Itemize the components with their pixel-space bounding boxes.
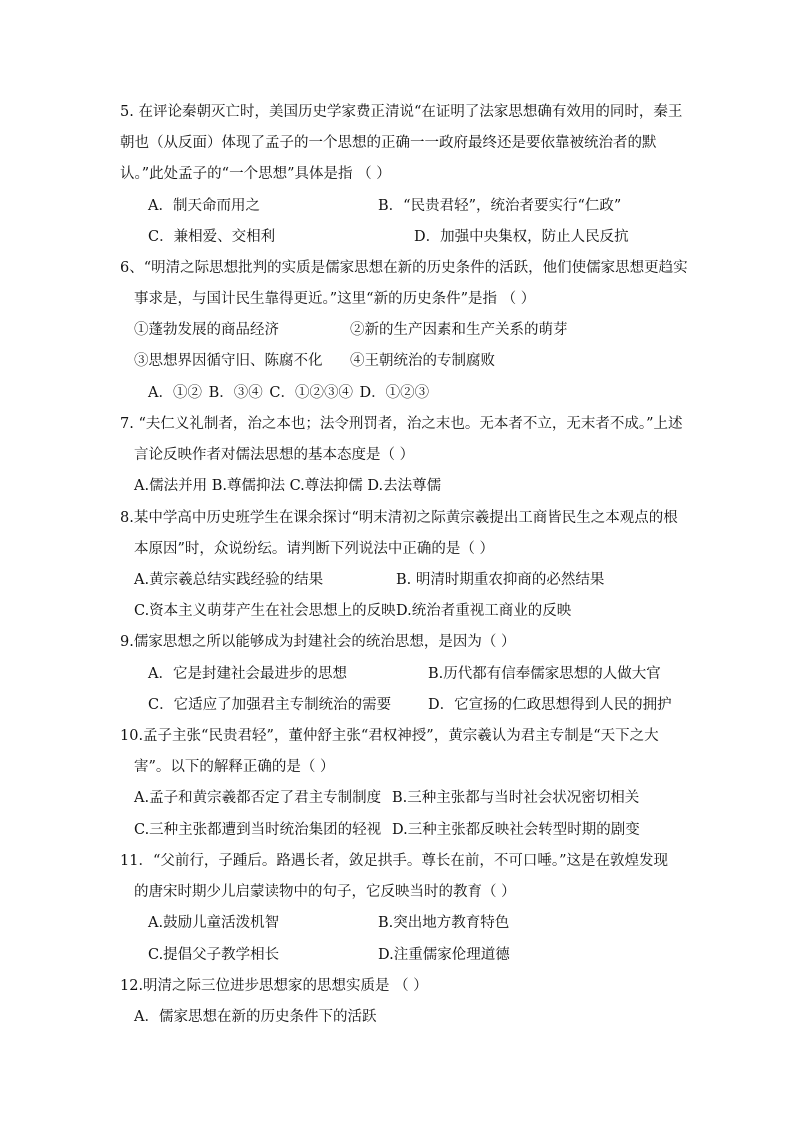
q9-option-d: D．它宣扬的仁政思想得到人民的拥护 [428, 697, 672, 713]
q6-stem-line1: 6、“明清之际思想批判的实质是儒家思想在新的历史条件的活跃，他们使儒家思想更趋实 [120, 260, 688, 276]
q6-item-2: ②新的生产因素和生产关系的萌芽 [350, 322, 568, 338]
q5-option-d: D．加强中央集权，防止人民反抗 [414, 229, 629, 245]
q10-option-d: D.三种主张都反映社会转型时期的剧变 [392, 822, 640, 838]
q10-option-a: A.孟子和黄宗羲都否定了君主专制制度 [134, 790, 382, 806]
q6-item-4: ④王朝统治的专制腐败 [350, 353, 495, 369]
q11-stem-line2: 的唐宋时期少儿启蒙读物中的句子，它反映当时的教育（ ） [134, 884, 516, 900]
q8-option-b: B. 明清时期重农抑商的必然结果 [396, 572, 605, 588]
q10-stem-line1: 10.孟子主张“民贵君轻”，董仲舒主张“君权神授”，黄宗羲认为君主专制是“天下之大 [120, 728, 659, 744]
q9-option-a: A．它是封建社会最进步的思想 [148, 666, 347, 682]
q5-stem-line1: 5. 在评论秦朝灭亡时，美国历史学家费正清说“在证明了法家思想确有效用的同时，秦王 [120, 104, 683, 120]
q6-options: A．①② B．③④ C．①②③④ D．①②③ [148, 385, 430, 401]
q9-option-c: C．它适应了加强君主专制统治的需要 [148, 697, 392, 713]
q8-stem-line1: 8.某中学高中历史班学生在课余探讨“明末清初之际黄宗羲提出工商皆民生之本观点的根 [120, 510, 678, 526]
q6-item-1: ①蓬勃发展的商品经济 [134, 322, 279, 338]
q8-option-a: A.黄宗羲总结实践经验的结果 [134, 572, 324, 588]
q5-option-c: C．兼相爱、交相利 [148, 229, 276, 245]
q11-option-d: D.注重儒家伦理道德 [378, 947, 510, 963]
q8-stem-line2: 本原因”时，众说纷纭。请判断下列说法中正确的是（ ） [134, 541, 495, 557]
q10-option-b: B.三种主张都与当时社会状况密切相关 [392, 790, 640, 806]
q10-stem-line2: 害”。以下的解释正确的是（ ） [134, 759, 335, 775]
q8-option-c: C.资本主义萌芽产生在社会思想上的反映 [134, 603, 396, 619]
q11-option-c: C.提倡父子教学相长 [148, 947, 280, 963]
q9-option-b: B.历代都有信奉儒家思想的人做大官 [428, 666, 661, 682]
q12-option-a: A．儒家思想在新的历史条件下的活跃 [134, 1009, 377, 1025]
q12-stem: 12.明清之际三位进步思想家的思想实质是 （ ） [120, 978, 428, 994]
q7-stem-line2: 言论反映作者对儒法思想的基本态度是（ ） [134, 447, 415, 463]
q8-option-d: D.统治者重视工商业的反映 [396, 603, 572, 619]
q5-stem-line2: 朝也（从反面）体现了孟子的一个思想的正确一一政府最终还是要依靠被统治者的默 [120, 135, 657, 151]
q5-stem-line3: 认。”此处孟子的“一个思想”具体是指 （ ） [120, 166, 391, 182]
q11-option-b: B.突出地方教育特色 [378, 915, 510, 931]
q11-stem-line1: 11．“父前行，子踵后。路遇长者，敛足拱手。尊长在前，不可口唾。”这是在敦煌发现 [120, 853, 669, 869]
q6-stem-line2: 事求是，与国计民生靠得更近。”这里“新的历史条件”是指 （ ） [134, 291, 536, 307]
q5-option-a: A．制天命而用之 [148, 198, 260, 214]
q9-stem: 9.儒家思想之所以能够成为封建社会的统治思想，是因为（ ） [120, 634, 516, 650]
q10-option-c: C.三种主张都遭到当时统治集团的轻视 [134, 822, 382, 838]
q7-stem-line1: 7. “夫仁义礼制者，治之本也；法令刑罚者，治之末也。无本者不立，无末者不成。”上述 [120, 416, 683, 432]
q7-options: A.儒法并用 B.尊儒抑法 C.尊法抑儒 D.去法尊儒 [134, 478, 442, 494]
q5-option-b: B．“民贵君轻”，统治者要实行“仁政” [378, 198, 622, 214]
q11-option-a: A.鼓励儿童活泼机智 [148, 915, 280, 931]
q6-item-3: ③思想界因循守旧、陈腐不化 [134, 353, 323, 369]
